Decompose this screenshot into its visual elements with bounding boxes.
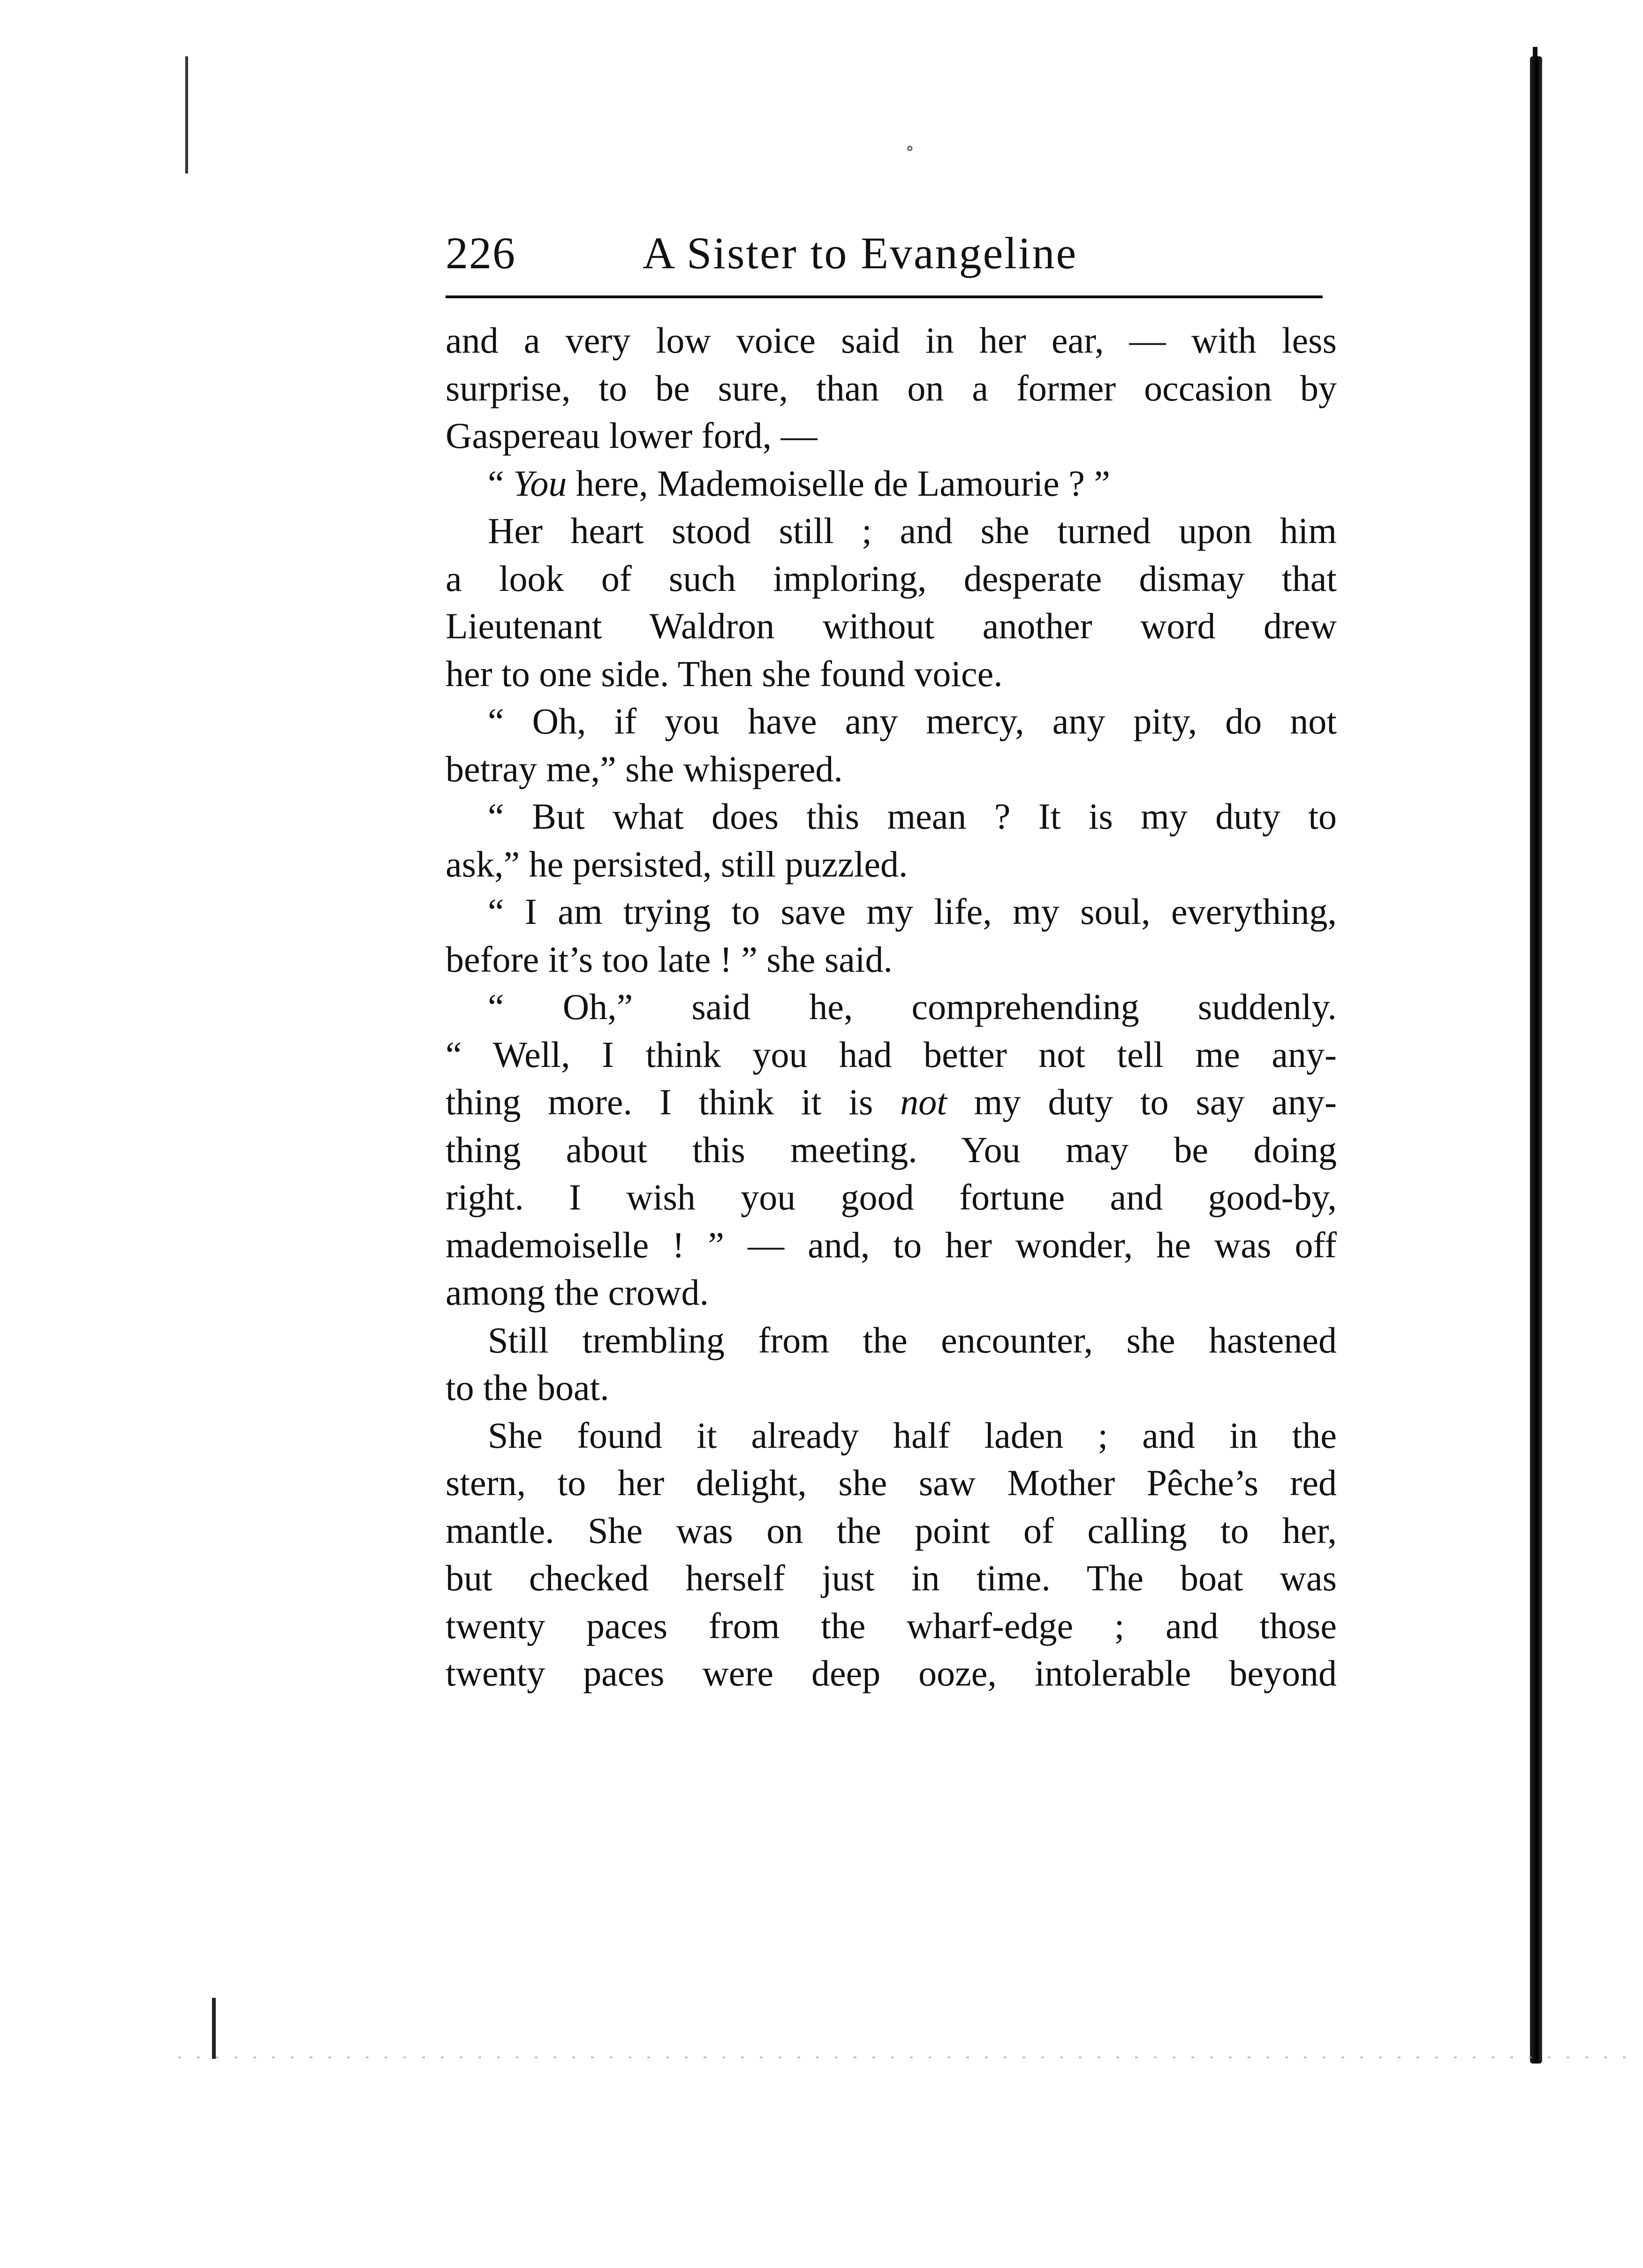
running-title: A Sister to Evangeline	[643, 228, 1078, 278]
text-line: her to one side. Then she found voice.	[446, 653, 1003, 694]
text-line: thing more. I think it is not my duty to say any-	[446, 1081, 1337, 1122]
text-line: “ But what does this mean ? It is my duty to	[488, 796, 1337, 837]
text-line: “ Oh,” said he, comprehending suddenly.	[488, 986, 1337, 1027]
text-line: but checked herself just in time. The boat was	[446, 1557, 1337, 1598]
text-line: before it’s too late ! ” she said.	[446, 938, 893, 980]
text-line: thing about this meeting. You may be doing	[446, 1129, 1337, 1170]
scan-dust	[178, 2056, 1632, 2058]
page-number: 226	[446, 228, 516, 278]
text-line: among the crowd.	[446, 1272, 709, 1313]
scan-edge-mark	[185, 56, 188, 174]
text-line: Gaspereau lower ford, —	[446, 415, 818, 456]
text-line: twenty paces from the wharf-edge ; and those	[446, 1605, 1337, 1646]
text-line: mantle. She was on the point of calling to her,	[446, 1510, 1337, 1551]
text-line: stern, to her delight, she saw Mother Pêche’s red	[446, 1462, 1337, 1503]
text-line: Still trembling from the encounter, she hastened	[488, 1319, 1337, 1361]
scan-speck: ∘	[905, 137, 915, 159]
text-line: twenty paces were deep ooze, intolerable beyond	[446, 1653, 1337, 1693]
text-line: Lieutenant Waldron without another word drew	[446, 605, 1337, 646]
text-line: Her heart stood still ; and she turned upon him	[488, 510, 1337, 551]
scan-edge-mark	[212, 1998, 216, 2059]
text-line: She found it already half laden ; and in the	[488, 1414, 1337, 1456]
text-line: right. I wish you good fortune and good-by,	[446, 1177, 1337, 1217]
header-rule	[446, 295, 1323, 298]
text-line: surprise, to be sure, than on a former occasion by	[446, 367, 1337, 408]
text-line: betray me,” she whispered.	[446, 748, 843, 789]
text-line: to the boat.	[446, 1367, 609, 1408]
scan-edge-shadow	[1530, 56, 1542, 2064]
text-line: and a very low voice said in her ear, — with less	[446, 320, 1337, 361]
text-line: “ Oh, if you have any mercy, any pity, do not	[488, 701, 1337, 741]
text-line: ask,” he persisted, still puzzled.	[446, 843, 908, 885]
running-header	[446, 220, 1323, 286]
body-text	[446, 317, 1337, 1697]
text-line: “ You here, Mademoiselle de Lamourie ? ”	[488, 462, 1111, 504]
text-line: mademoiselle ! ” — and, to her wonder, he was off	[446, 1224, 1337, 1265]
text-line: a look of such imploring, desperate dismay that	[446, 558, 1337, 599]
text-line: “ Well, I think you had better not tell me any-	[446, 1034, 1337, 1075]
text-line: “ I am trying to save my life, my soul, everything,	[488, 891, 1337, 932]
